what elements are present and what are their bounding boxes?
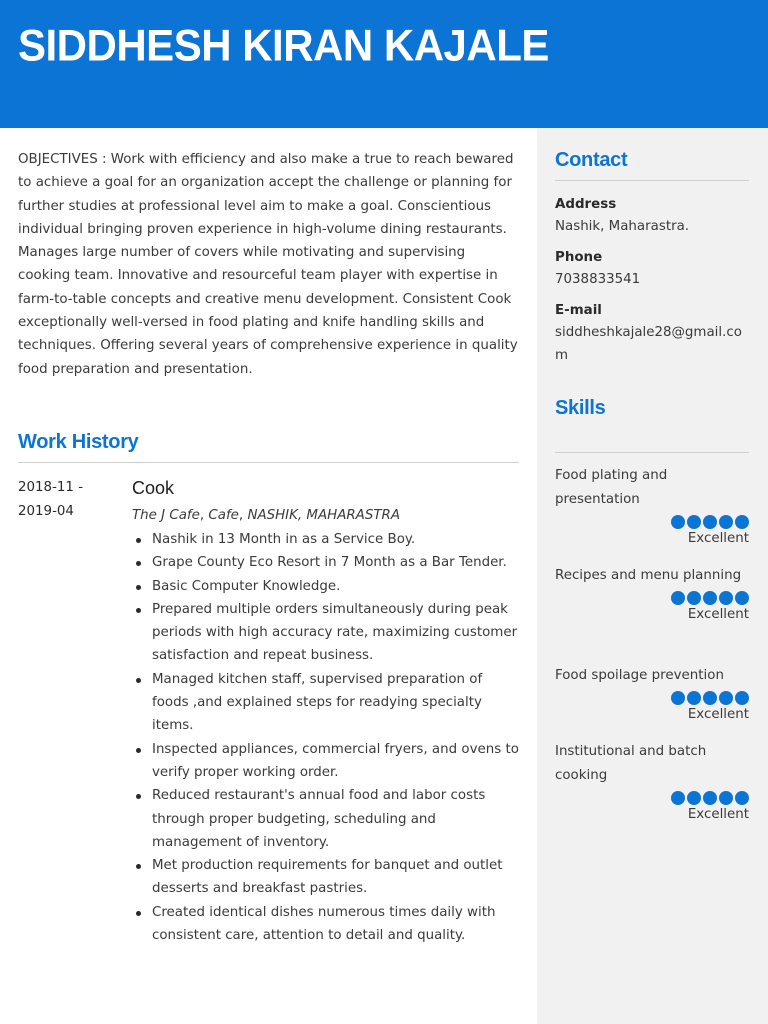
list-item	[132, 784, 520, 854]
skill-level: Excellent	[687, 607, 749, 622]
skill-name: Food spoilage prevention	[555, 668, 724, 683]
list-item	[132, 738, 520, 785]
contact-phone-block	[555, 248, 749, 291]
list-item	[132, 901, 520, 948]
duty-text: Prepared multiple orders simultaneously during peak periods with high accuracy rate, maximizing customer satisfaction and repeat business.	[152, 601, 518, 664]
phone-value: 7038833541	[555, 272, 641, 287]
bullet-icon	[136, 561, 141, 566]
skill-item	[555, 740, 749, 825]
email-label: E-mail	[555, 303, 602, 318]
skill-name: Food plating and presentation	[555, 468, 668, 507]
list-item	[132, 668, 520, 738]
objectives-text: OBJECTIVES : Work with efficiency and also make a true to reach bewared to achieve a goal for an organization accept the challenge or planning for further studies at professional level aim to make a goal. Conscientious individual bringing proven experience in high-volume dining restaurants. Manages large number of covers while motivating and supervising cooking team. Innovative and resourceful team player with expertise in farm-to-table concepts and creative menu development. Consistent Cook exceptionally well-versed in food plating and knife handling skills and techniques. Offering several years of comprehensive experience in quality food preparation and presentation.	[18, 152, 518, 377]
job-type: Cafe	[208, 508, 239, 523]
list-item	[132, 528, 520, 551]
skill-rating	[555, 515, 749, 529]
contact-divider	[555, 180, 749, 181]
duty-text: Reduced restaurant's annual food and labor costs through proper budgeting, scheduling and management of inventory.	[152, 788, 486, 850]
skill-level: Excellent	[687, 707, 749, 722]
job-company: The J Cafe, Cafe, NASHIK, MAHARASTRA	[132, 508, 400, 523]
work-history-divider	[18, 462, 519, 463]
job-duties-list	[132, 528, 520, 947]
bullet-icon	[136, 608, 141, 613]
rating-dot-icon	[687, 791, 701, 805]
job-employer: The J Cafe	[132, 508, 200, 523]
work-history-heading: Work History	[18, 431, 139, 453]
rating-dot-icon	[671, 691, 685, 705]
duty-text: Inspected appliances, commercial fryers, and ovens to verify proper working order.	[152, 741, 519, 780]
rating-dot-icon	[671, 591, 685, 605]
address-label: Address	[555, 197, 617, 212]
skill-item	[555, 564, 749, 625]
contact-address-block	[555, 195, 749, 238]
job-start-date: 2018-11 -	[18, 480, 84, 495]
rating-dot-icon	[703, 591, 717, 605]
list-item	[132, 575, 520, 598]
rating-dot-icon	[671, 515, 685, 529]
skill-name: Institutional and batch cooking	[555, 744, 707, 783]
rating-dot-icon	[703, 791, 717, 805]
bullet-icon	[136, 748, 141, 753]
rating-dot-icon	[719, 591, 733, 605]
skill-item	[555, 464, 749, 549]
phone-label: Phone	[555, 250, 603, 265]
bullet-icon	[136, 911, 141, 916]
skills-heading: Skills	[555, 397, 606, 419]
rating-dot-icon	[719, 791, 733, 805]
job-body	[132, 476, 520, 947]
duty-text: Nashik in 13 Month in as a Service Boy.	[152, 532, 416, 547]
job-dates	[18, 476, 118, 523]
candidate-name: SIDDHESH KIRAN KAJALE	[18, 20, 549, 71]
skill-rating	[555, 591, 749, 605]
bullet-icon	[136, 794, 141, 799]
objectives-section	[18, 148, 520, 381]
contact-heading: Contact	[555, 149, 628, 171]
bullet-icon	[136, 585, 141, 590]
contact-email-block	[555, 301, 749, 367]
skill-level: Excellent	[687, 531, 749, 546]
rating-dot-icon	[687, 591, 701, 605]
bullet-icon	[136, 864, 141, 869]
rating-dot-icon	[671, 791, 685, 805]
rating-dot-icon	[735, 515, 749, 529]
job-end-date: 2019-04	[18, 503, 74, 519]
rating-dot-icon	[687, 691, 701, 705]
bullet-icon	[136, 538, 141, 543]
email-value[interactable]: siddheshkajale28@gmail.com	[555, 325, 742, 363]
rating-dot-icon	[703, 691, 717, 705]
skill-rating	[555, 791, 749, 805]
job-location: NASHIK, MAHARASTRA	[247, 508, 400, 523]
address-value: Nashik, Maharastra.	[555, 219, 690, 234]
skill-item	[555, 664, 749, 725]
list-item	[132, 854, 520, 901]
resume-header	[0, 0, 768, 128]
rating-dot-icon	[719, 515, 733, 529]
job-title: Cook	[132, 478, 175, 498]
skill-rating	[555, 691, 749, 705]
rating-dot-icon	[735, 791, 749, 805]
list-item	[132, 598, 520, 668]
duty-text: Met production requirements for banquet and outlet desserts and breakfast pastries.	[152, 858, 503, 897]
list-item	[132, 551, 520, 574]
skill-level: Excellent	[687, 807, 749, 822]
duty-text: Grape County Eco Resort in 7 Month as a Bar Tender.	[152, 555, 507, 571]
rating-dot-icon	[687, 515, 701, 529]
skill-name: Recipes and menu planning	[555, 568, 742, 583]
rating-dot-icon	[735, 591, 749, 605]
skills-divider	[555, 452, 749, 453]
duty-text: Managed kitchen staff, supervised preparation of foods ,and explained steps for readying specialty items.	[152, 671, 483, 734]
rating-dot-icon	[719, 691, 733, 705]
duty-text: Basic Computer Knowledge.	[152, 578, 341, 594]
rating-dot-icon	[703, 515, 717, 529]
bullet-icon	[136, 678, 141, 683]
duty-text: Created identical dishes numerous times daily with consistent care, attention to detail and quality.	[152, 904, 496, 944]
rating-dot-icon	[735, 691, 749, 705]
